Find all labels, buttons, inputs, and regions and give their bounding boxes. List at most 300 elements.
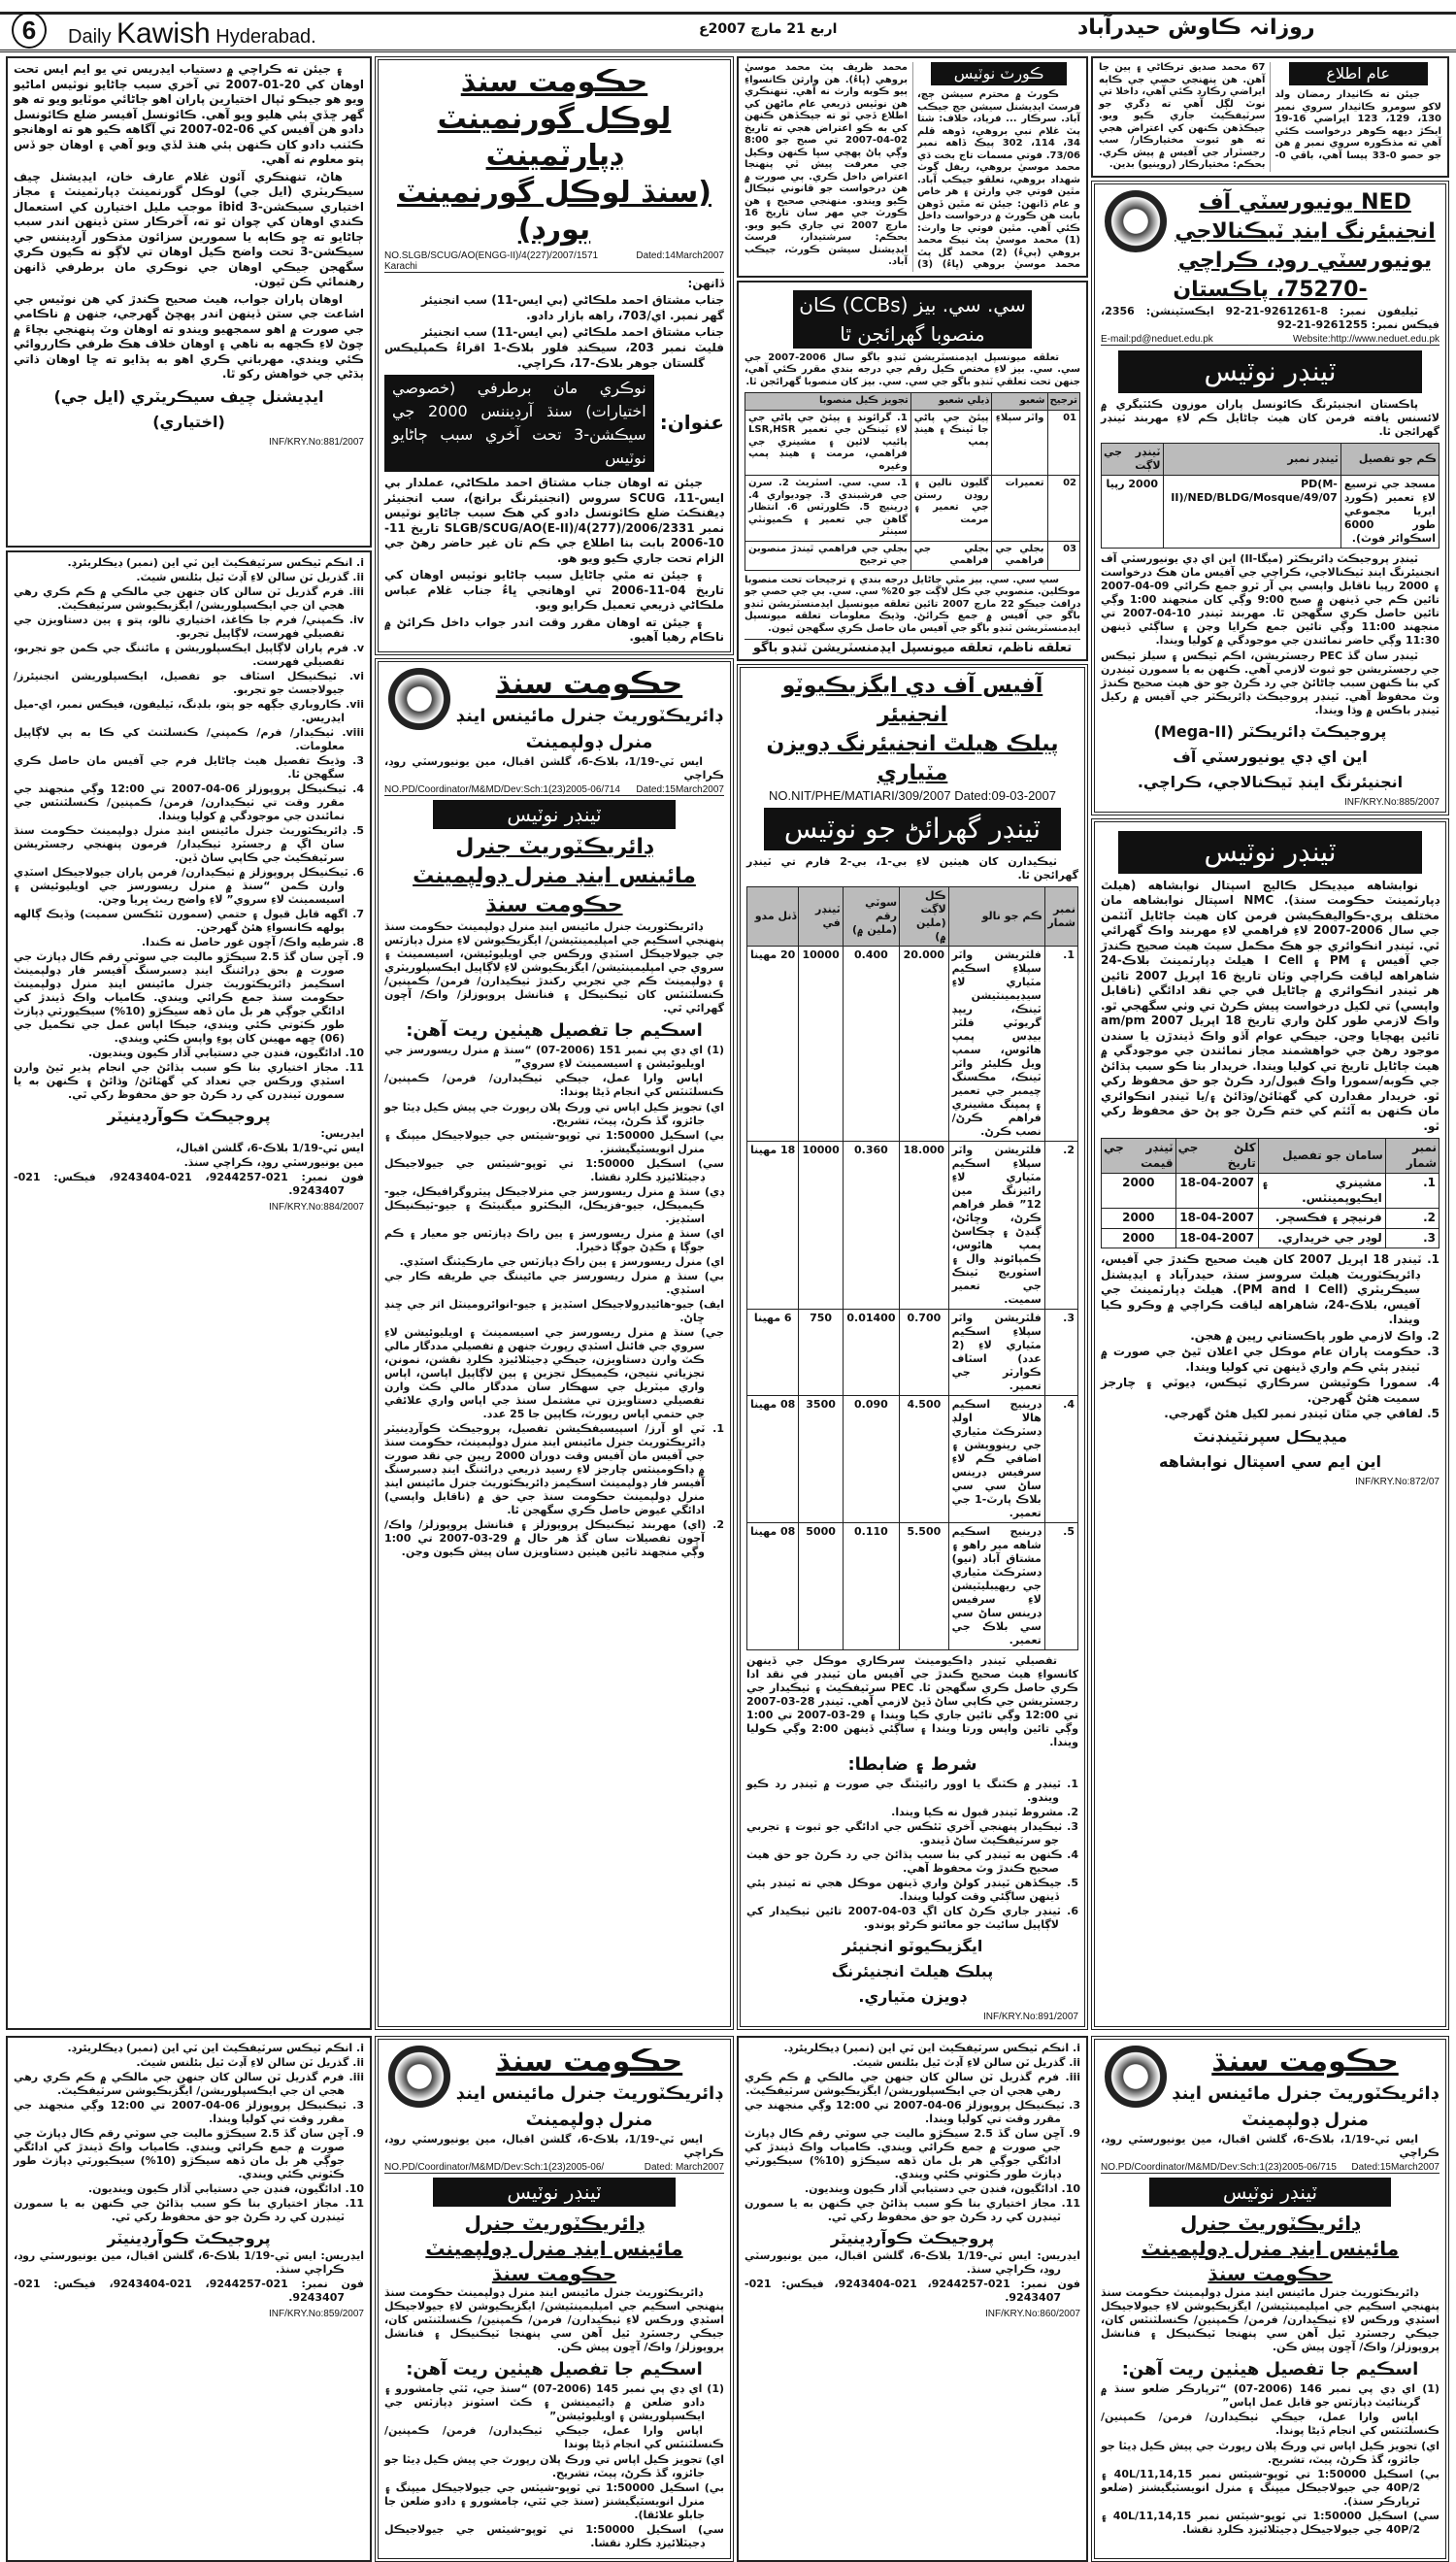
scheme-item: جي) سنڌ ۾ منرل ريسورسز جي اسيسمينٽ ۽ اويليوئيشن لاءِ سروي جي فائنل اسٽڊي رپورٽ جنهن ۾ تفصيلي مددگار مالي ڪٽ وارن دستاويزن، جيڪي ڊجيٽلائيزڊ ڪلرڊ نقشن، نمونن، تجزياتي نتيجن، ڪيميڪل تجزين ۽ ٻين لاڳاپيل اپاسن، اپاس واري ميٽريل جي سهڪار سان مددگار مالي ڪٽ وارن تفصيلي دستاويزن تي مشتمل سنڌ جي اپاس واري علائقي جي حتمي اپاس رپورٽ، ڪاپين جا 25 عدد. — [384, 1325, 724, 1420]
reference-line-number: NO.PD/Coordinator/M&MD/Dev:Sch:1(23)2005-06/ — [384, 2161, 605, 2173]
bottom-column-2 — [375, 2036, 734, 2562]
condition-item: iii. فرم گذريل ٽن سالن کان جنهن جي مالڪي ۾ ڪم ڪري رهي هجي ان جي ايڪسپلوريشن/ ايگزيڪيوشن سرٽيفڪيٽ. — [14, 585, 364, 612]
issue-date: اربع 21 مارچ 2007ع — [699, 21, 838, 37]
table-cell: 0.360 — [843, 1141, 899, 1309]
masthead-city: Hyderabad. — [215, 26, 316, 48]
phe-matiari-tender — [737, 664, 1088, 2030]
inf-ref: INF/KRY.No:859/2007 — [268, 2308, 364, 2319]
condition-item: iv. ڪمپني/ فرم جا ڪاغذ، اختياري نالو، پتو ۽ ٻين دستاويزن جي تفصيلي فهرست، لاڳاپيل تجربو. — [14, 614, 364, 640]
title-directorate: ڊائريڪٽوريٽ جنرل مائينس اينڊ منرل ڊولپمينٽ — [455, 705, 723, 752]
condition-item: 11. مجاز اختياري بنا ڪو سبب ٻڌائڻ جي ڪنهن به يا سمورن ٽينڊرن کي رد ڪرڻ جو حق محفوظ رکي ٿي. — [745, 2196, 1080, 2223]
address-line: ايڊريس: ايس ٽي-1/19 بلاڪ-6، گلشن اقبال، مين يونيورسٽي روڊ، ڪراچي سنڌ. — [745, 2248, 1080, 2276]
ccb-table — [745, 392, 1080, 571]
table-cell: 2000 — [1102, 1228, 1176, 1248]
contact-line-number: E-mail:pd@neduet.edu.pk — [1101, 333, 1213, 345]
table-cell: 2000 رپيا — [1102, 475, 1164, 548]
column-header: ٽينڊر نمبر — [1163, 443, 1340, 475]
bottom-section — [0, 2036, 1456, 2562]
subtitle-mines: مائينس اينڊ منرل ڊولپمينٽ — [413, 863, 696, 888]
table-cell: ڊرينيج اسڪيم هالا اولڊ ڊسٽرڪٽ مٽياري جي رينوويشن ۽ اضافي ڪم لاءِ سرفيس ڊرينس ساڻ سي سي بلاڪ پارٽ-1 جي تعمير. — [948, 1395, 1044, 1522]
tender-banner: ٽينڊر نوٽيس — [1149, 2178, 1391, 2207]
condition-item: i. انڪم ٽيڪس سرٽيفڪيٽ اين ٽي اين (نمبر) ڊيڪلريئرڊ. — [783, 2041, 1080, 2054]
table-cell: 0.01400 — [843, 1309, 899, 1395]
scheme-item: ايف) جيو-هائيڊرولاجيڪل اسٽڊيز ۽ جيو-انوائرومينٽل اثر جي ڇنڊ ڇاڻ. — [384, 1297, 724, 1324]
signature: اين ايم سي اسپتال نوابشاهه — [1159, 1451, 1381, 1471]
column-header: کلڻ جي تاريخ — [1175, 1139, 1258, 1174]
table-cell: گليون نالين ۽ روڊن رستن جي تعمير ۽ مرمت — [910, 476, 992, 542]
table-cell: تعميرات — [992, 476, 1047, 542]
table-cell: 18.000 — [900, 1141, 949, 1309]
title-directorate: ڊائريڪٽوريٽ جنرل مائينس اينڊ منرل ڊولپمينٽ — [455, 2082, 723, 2130]
reference-line-number: NO.PD/Coordinator/M&MD/Dev:Sch:1(23)2005-06/714 — [384, 783, 620, 795]
condition-item: 3. وڌيڪ تفصيل هيٺ ڄاڻايل فرم جي آفيس مان حاصل ڪري سگهجن ٿا. — [14, 754, 364, 781]
term-item: 5. لفافي جي مٿان ٽينڊر نمبر لکيل هئڻ گهرجي. — [1164, 1407, 1439, 1420]
condition-item: iii. فرم گذريل ٽن سالن کان جنهن جي مالڪي ۾ ڪم ڪري رهي هجي ان جي ايڪسپلوريشن/ ايگزيڪيوشن سرٽيفڪيٽ. — [14, 2070, 364, 2097]
local-government-notice — [375, 56, 734, 655]
top-section — [0, 56, 1456, 2030]
condition-item: ii. گذريل ٽن سالن لاءِ آڊٽ ٿيل بئلنس شيٽ. — [136, 571, 364, 583]
term-item: 2. مشروط ٽينڊر قبول نه ڪيا ويندا. — [891, 1805, 1078, 1818]
table-cell: فرنيچر ۽ فڪسچر. — [1258, 1209, 1385, 1229]
subtitle-mines: مائينس اينڊ منرل ڊولپمينٽ — [425, 2236, 683, 2260]
signature: اين اي ڊي يونيورسٽي آف — [1173, 747, 1368, 766]
address-line: ايس ٽي-1/19، بلاڪ-6، گلشن اقبال، مين يونيورسٽي روڊ، ڪراچي — [384, 754, 724, 782]
table-row — [1102, 1209, 1439, 1229]
column-header: تجويز ڪيل منصوبا — [745, 393, 911, 411]
table-cell: 10000 — [799, 1141, 843, 1309]
column-header: ترجيح — [1047, 393, 1079, 411]
notice-paragraph: ۽ جيئن ته اوهان مقرر وقت اندر جواب داخل ڪرائڻ ۾ ناڪام رهيا آهيو. — [384, 615, 724, 644]
column-header: ڏنل مدو — [747, 886, 799, 946]
table-cell: PD(M-II)/NED/BLDG/Mosque/49/07 — [1163, 475, 1340, 548]
scheme-item: بي) سنڌ ۾ منرل ريسورسز جي مائيننگ جي طريقه ڪار جي اسٽڊي. — [384, 1269, 724, 1296]
bottom-column-1 — [6, 2036, 372, 2562]
table-cell: 1. — [1044, 946, 1077, 1141]
court-notice-text: ڪورٽ ۾ محترم سيشن ڄڄ، فرسٽ ايڊيشنل سيشن جج جيڪب آباد. سرڪار ... فرياد، خلاف: شتا پٽ غلام نبي بروهي، ڏوهه قلم 34، 114، 302 پيڪ ڏاهه نمبر 73/06. فوتي مسمات تاج بخت ڌي محمد موسيٰ بروهي، ريفل ڳوٺ شهداد بروهي، تعلقو جيڪب آباد. مٿين فوتي جي وارثن ۽ هر خاص و عام ڏانهن: جيئن ته مٿين ڏوهن بابت هن ڪورٽ ۾ درخواست داخل ڪئي آهي. مٿين فوتي جا وارث: (1) محمد موسيٰ پٽ نيڪ محمد بروهي (پيءُ) (2) محمد گل پٽ محمد موسيٰ بروهي (ڀاءُ) (3) محمد ظريف پٽ محمد موسيٰ بروهي (ڀاءُ). هن وارثن ڪانسواءِ ٻيو ڪوبه وارث نه آهي. تنهنڪري هن نوٽيس ذريعي عام ماڻهن کي اطلاع ڏجي ٿو ته جيڪڏهن ڪنهن کي به ڪو اعتراض هجي ته تاريخ 02-04-2007 تي صبح جو 8:00 وڳي پاڻ پهچي سڀا ڪنهن وڪيل جي معرفت پيش ٿي پنهنجا اعتراض داخل ڪري. ٻي صورت ۾ هن درخواست جو قانوني نيڪال ڪيو ويندو. منهنجي صحيح ۽ هن ڪورٽ جي مهر سان تاريخ 16 مارچ 2007 تي جاري ڪيو ويو. بحڪم: سرشتيدار، فرسٽ ايڊيشنل سيشن ڪورٽ، جيڪب آباد. — [745, 62, 1081, 270]
masthead-daily: Daily — [68, 26, 112, 48]
table-cell: فلٽريشن واٽر سپلاءِ اسڪيم مٽياري لاءِ (2 عدد) اسٽاف ڪوارٽر جي تعمير. — [948, 1309, 1044, 1395]
tender-text: ڊائريڪٽوريٽ جنرل مائينس اينڊ منرل ڊولپمينٽ حڪومت سنڌ پنهنجي اسڪيم جي امپليمينٽيشن/ ايگزيڪيوشن لاءِ جيولاجيڪل اسٽڊي ورڪس لاءِ ٺيڪيدارن/ فرمن/ ڪمپنين/ ڪنسلٽنٽس کان، جيڪي رجسٽرڊ ٿيل آهن سي پنهنجا ٽيڪنيڪل ۽ فنانشل پروپوزلز/ واڪ/ آڇون پيش ڪن. — [1101, 2285, 1439, 2353]
inf-ref: INF/KRY.No:860/2007 — [984, 2308, 1080, 2319]
tender-text: اپاس وارا عمل، جيڪي ٺيڪيدارن/ فرمن/ ڪمپنين/ ڪنسلٽنٽس کي انجام ڏيڻا پوندا: — [384, 1071, 724, 1098]
table-cell: 08 مهينا — [747, 1522, 799, 1649]
court-notice-title: ڪورٽ نوٽيس — [931, 62, 1067, 85]
scheme-item: بي) اسڪيل 1:50000 تي ٽوپو-شيٽس جي جيولاجيڪل ميپنگ ۽ منرل انويسٽيگيشنز. — [384, 1128, 724, 1155]
phone-line: ٽيليفون نمبر: 8-9261261-21-92 ايڪسٽينشن: 2356، فيڪس نمبر: 9261255-21-92 — [1101, 304, 1439, 331]
address-line: ايس ٽي-1/19، بلاڪ-6، گلشن اقبال، مين يونيورسٽي روڊ، ڪراچي — [384, 2132, 724, 2159]
address-line: ايڊريس: — [320, 1127, 364, 1140]
tender-text: ڊائريڪٽوريٽ جنرل مائينس اينڊ منرل ڊولپمينٽ حڪومت سنڌ پنهنجي اسڪيم جي امپليمينٽيشن/ ايگزيڪيوشن لاءِ جيولاجيڪل اسٽڊي ورڪس لاءِ ٺيڪيدارن/ فرمن/ ڪمپنين/ ڪنسلٽنٽس کان، جيڪي رجسٽرڊ ٿيل آهن سي پنهنجا ٽيڪنيڪل ۽ فنانشل پروپوزلز/ واڪ/ آڇون پيش ڪن. — [384, 2285, 724, 2353]
article-paragraph: هاڻ، تنهنڪري آئون غلام عارف خان، ايڊيشنل چيف سيڪريٽري (ايل جي) لوڪل گورنمينٽ ڊپارٽمينٽ ۽ مجاز اختياري سيڪشن-3 ibid موجب مليل اختيارن کي استعمال ڪندي اوهان کي چوان ٿو ته، آخرڪار ستن ڏينهن اندر سبب ڄاڻايو ته ڇو ڪاٻه يا سمورين سزائون مذڪور آرڊيننس جي سيڪشن-3 تحت واضح ڪيل اوهان تي لاڳو نه ڪيون ڪري سگهجن جيڪي اوهان جي نوڪري مان برطرفي ڏانهن رهنمائي ڪن ٿيون. — [14, 169, 365, 288]
article-paragraph: ۽ جيئن ته ڪراچي ۾ دستياب ايڊريس تي يو ايم ايس تحت اوهان کي 20-01-2007 تي آخري سبب ڄاڻايو نوٽيس اماڻيو ويو هو جيڪو ٽپال اختيارين پاران اهو ڄاڻائي موٽايو ويو ته هو گهر ڇڏي ٻئي هليو ويو آهي. ڪائونسل آفيسر ضلع ڪائونسل دادو هن آفيس کي 06-02-2007 تي آگاهه ڪيو هو ته اوهانجو ڪٽنب دادو کان ڪنهن ٻئي هنڌ لڏي ويو آهي ۽ اوهان جو ڏس پتو معلوم نه آهي. — [14, 62, 364, 166]
title-division: پبلڪ هيلٿ انجنيئرنگ ڊويزن مٽياري — [766, 731, 1059, 785]
condition-item: iii. فرم گذريل ٽن سالن کان جنهن جي مالڪي ۾ ڪم ڪري رهي هجي ان جي ايڪسپلوريشن/ ايگزيڪيوشن سرٽيفڪيٽ. — [745, 2070, 1080, 2097]
mines-tender-notice-2 — [375, 2036, 734, 2562]
tender-intro: ٺيڪيدارن کان هيٺين لاءِ بي-1، بي-2 فارم تي ٽينڊر گهرائجن ٿا. — [746, 854, 1078, 882]
table-row — [745, 541, 1080, 570]
address-line: گهر نمبر. اي/703، راهه بازار دادو. — [526, 309, 724, 322]
scheme-item: 1. ٽي او آرز/ اسپيسيفڪيشن تفصيل، پروجيڪٽ ڪوآرڊينيٽر ڊائريڪٽوريٽ جنرل مائينس اينڊ منرل ڊولپمينٽ، حڪومت سنڌ جي آفيس مان آفيس وقت دوران 2000 رپين جي نقد صورت ۾ ڊاڪومينٽس چارجز لاءِ رسيد ذريعي ڊرائننگ اينڊ ڊسبرسنگ آفيسر فار ڊولپمينٽ اسڪيمز ڊائريڪٽوريٽ جنرل مائينس اينڊ منرل ڊولپمينٽ حڪومت سنڌ جي حق ۾ (ناقابل واپسي) ادائگي عيوض حاصل ڪري سگهجن ٿا. — [384, 1421, 724, 1516]
condition-item: ii. گذريل ٽن سالن لاءِ آڊٽ ٿيل بئلنس شيٽ. — [852, 2055, 1080, 2069]
tender-text: اپاس وارا عمل، جيڪي ٺيڪيدارن/ فرمن/ ڪمپنين/ ڪنسلٽنٽس کي انجام ڏيڻا پوندا. — [1101, 2410, 1439, 2437]
mines-tender-conditions — [6, 550, 372, 2030]
government-sindh-seal — [388, 668, 450, 730]
tender-table — [746, 886, 1078, 1650]
address-line: ايس ٽي-1/19، بلاڪ-6، گلشن اقبال، مين يونيورسٽي روڊ، ڪراچي — [1101, 2132, 1439, 2159]
condition-item: 7. اگهه قابل قبول ۽ حتمي (سمورن ٽئڪسن سميت) وڏيڪ ڳالهه ٻولهه ڪانسواءِ هئڻ گهرجن. — [14, 908, 364, 934]
table-header-row — [745, 393, 1080, 411]
table-cell: فلٽريشن واٽر سپلاءِ اسڪيم مٽياري لاءِ رائيزنگ مين 12” قطر فراهم ڪرڻ، وڇائڻ، ڳنڍڻ ۽ چڪاسڻ پمپ هائوس، ڪمپائونڊ وال ۽ اسٽوريج ٽينڪ جي تعمير سميت. — [948, 1141, 1044, 1309]
signature: ڊويزن مٽياري. — [858, 1986, 967, 2006]
term-item: 4. سمورا ڪوٽيشن سرڪاري ٽيڪس، ڊيوٽي ۽ چارجز سميت هئڻ گهرجن. — [1101, 1376, 1439, 1405]
table-cell: مشينري ۽ ايڪيوپمينٽس. — [1258, 1174, 1385, 1209]
signature: ايڊيشنل چيف سيڪريٽري (ايل جي) — [53, 386, 324, 406]
table-header-row — [747, 886, 1078, 946]
table-cell: 2. — [1385, 1209, 1439, 1229]
scheme-item: اي) سنڌ ۾ منرل ريسورسز ۽ ٻين راڪ ڊپازٽس جو معيار ۽ ڪم جوڳا ۽ ڪڍڻ جوڳا ذخيرا. — [384, 1226, 724, 1253]
scheme-item: بي) اسڪيل 1:50000 تي ٽوپو-شيٽس نمبر 40L/11,14,15 ۽ 40P/2 جي جيولاجيڪل ميپنگ ۽ منرل انويسٽيگيشنز (ضلعو ٿرپارڪر سنڌ). — [1101, 2467, 1439, 2508]
table-cell: 3500 — [799, 1395, 843, 1522]
subtitle-directorate: ڊائريڪٽوريٽ جنرل — [1180, 2211, 1360, 2235]
mines-tender-notice-3 — [1091, 2036, 1449, 2562]
subtitle-government: حڪومت سنڌ — [485, 892, 623, 917]
terms-heading: شرط ۽ ضابطا: — [847, 1753, 977, 1775]
scheme-item: 2. (اي) مهربند ٽيڪنيڪل پروپوزلز ۽ فنانشل پروپوزلز/ واڪ/ آڇون تفصيلات سان گڏ هر حال ۾ 29-03-2007 تي 1:00 وڳي منجهند تائين هيٺين دستاويزن سان پيش ڪيون وڃن. — [384, 1517, 724, 1558]
table-cell: فلٽريشن واٽر سپلاءِ اسڪيم مٽياري لاءِ سيڊيمينٽيشن ٽينڪ، ريپڊ گريوٽي فلٽر بيڊس پمپ هائوس، سمپ ويل ڪليئر واٽر ٽينڪ، مڪسنگ چيمبر جي تعمير ۽ پمپنگ مشينري فراهم ڪرڻ/ نصب ڪرڻ. — [948, 946, 1044, 1141]
table-cell: 6 مهينا — [747, 1309, 799, 1395]
ned-university-tender — [1091, 181, 1449, 815]
condition-item: 3. ٽيڪنيڪل پروپوزلز 06-04-2007 تي 12:00 وڳي منجهند جي مقرر وقت تي کوليا ويندا. — [745, 2098, 1081, 2125]
table-cell: 5. — [1044, 1522, 1077, 1649]
table-cell: بجلي جي فراهمي — [992, 541, 1047, 570]
signature: پروجيڪٽ ڪوآرڊينيٽر — [830, 2228, 995, 2247]
condition-item: 8. شرطيه واڪ/ آڇون غور حاصل نه ڪندا. — [141, 936, 364, 948]
reference-line-date: Dated:15March2007 — [1351, 2161, 1439, 2173]
ccb-projects-notice — [737, 281, 1088, 661]
reference-line: NO.NIT/PHE/MATIARI/309/2007 Dated:09-03-2007 — [768, 787, 1056, 803]
title-department: لوڪل گورنمينٽ ڊپارٽمينٽ — [437, 102, 672, 173]
table-cell: 03 — [1047, 541, 1079, 570]
table-cell: بجلي جي فراهمي — [910, 541, 992, 570]
table-cell: ڊرينيج اسڪيم شاهه مير راهو ۽ مشتاق آباد (نيو) ڊسٽرڪٽ مٽياري جي ريهيبليٽيشن لاءِ سرفيس ڊرينس ساڻ سي سي بلاڪ جي تعمير. — [948, 1522, 1044, 1649]
tender-banner: ٽينڊر نوٽيس — [1118, 831, 1422, 874]
subject-label: عنوان: — [659, 411, 724, 435]
table-cell: 18 مهينا — [747, 1141, 799, 1309]
table-row — [745, 410, 1080, 476]
scheme-item: ڊي) سنڌ ۾ منرل ريسورسز جي منرلاجيڪل پيٽروگرافيڪل، جيو-ڪيميڪل، جيو-فزيڪل، اليڪٽرو ميگنيٽڪ ۽ جيو-ٽيڪنيڪل اسٽڊيز. — [384, 1184, 724, 1225]
condition-item: i. انڪم ٽيڪس سرٽيفڪيٽ اين ٽي اين (نمبر) ڊيڪلريئرڊ. — [67, 2041, 364, 2054]
reference-line-number: NO.PD/Coordinator/M&MD/Dev:Sch:1(23)2005-06/715 — [1101, 2161, 1337, 2173]
scheme-item: سي) اسڪيل 1:50000 تي ٽوپو-شيٽس جي جيولاجيڪل ڊجيٽلائيزڊ ڪلرڊ نقشا. — [384, 2522, 724, 2549]
table-cell: بجلي جي فراهمي ٿيندڙ منصوبن جي ترجيح — [745, 541, 911, 570]
tender-text: ٽينڊر سان گڏ PEC رجسٽريشن، اڪم ٽيڪس ۽ سيلز ٽيڪس جي رجسٽريشن جو ثبوت لازمي آهي. ڪنهن به يا سمورن ٽينڊرن کي بنا ڪنهن سبب ڄاڻائڻ جي رد ڪرڻ جو حق هيٺ صحيح ڪندڙ وٽ محفوظ آهي. ٽينڊر پروجيڪٽ ڊائريڪٽر جي آفيس ۾ رکيل ٽينڊر باڪس ۾ وڌا ويندا. — [1101, 649, 1439, 716]
column-header: ڪل لاڳت (ملين ۾) — [900, 886, 949, 946]
table-cell: 1. سي. سي. اسٽريٽ 2. سرن جي فرشبندي 3. چوديواري 4. ڊرينيج 5. ڪلورٽس 6. انتظار گاهن جي تعمير ۽ ڪميونٽي سينٽر — [745, 476, 911, 542]
table-row — [1102, 1228, 1439, 1248]
table-cell: 01 — [1047, 410, 1079, 476]
scheme-item: اي) تجويز ڪيل اپاس تي ورڪ پلان رپورٽ جي پيش ڪيل ڊيٽا جو جائزو، گڏ ڪرڻ، پيٽ، تشريح. — [1101, 2439, 1439, 2466]
address-line: مين يونيورسٽي روڊ، ڪراچي سنڌ. — [183, 1156, 364, 1169]
masthead-rule — [0, 12, 1456, 15]
condition-item: 11. مجاز اختياري بنا ڪو سبب ٻڌائڻ جي ڪنهن به يا سمورن ٽينڊرن کي رد ڪرڻ جو حق محفوظ رکي ٿي. — [14, 2196, 364, 2223]
signature: انجنيئرنگ اينڊ ٽيڪنالاجي، ڪراچي. — [1137, 772, 1404, 791]
condition-item: ii. گذريل ٽن سالن لاءِ آڊٽ ٿيل بئلنس شيٽ. — [136, 2055, 364, 2069]
notice-paragraph: ۽ جيئن ته مٿي ڄاڻايل سبب ڄاڻايو نوٽيس اوهان کي تاريخ 04-11-2006 تي اوهانجي ڀاءُ جناب غلام عباس ملڪاڻي ذريعي تعميل ڪرايو ويو. — [384, 568, 724, 612]
table-cell: لوڊر جي خريداري. — [1258, 1228, 1385, 1248]
title-government-sindh: حڪومت سنڌ — [460, 65, 648, 99]
article-paragraph: اوهان پاران جواب، هيٺ صحيح ڪندڙ کي هن نوٽيس جي اشاعت جي ستن ڏينهن اندر پهچڻ گهرجي، جنهن ۾ ناڪامي جي صورت ۾ اهو سمجهيو ويندو ته اوهان وٽ پنهنجي بچاءَ ۾ چوڻ لاءِ ڪجهه به ناهي ۽ اوهان خلاف هڪ طرفي ڪارروائي ڪئي ويندي. مهرباني ڪري اهو به ٻڌايو ته ڇا اوهان ذاتي ٻڌڻي جي خواهش رکو ٿا. — [14, 291, 364, 381]
reference-line — [384, 250, 724, 273]
condition-item: 6. ٽيڪنيڪل پروپوزلز ۾ ٺيڪيدارن/ فرمن پاران جيولاجيڪل اسٽڊي وارن ڪمن “سنڌ ۾ منرل ريسورسز جي اويليوئيشن ۽ اسيسمينٽ لاءِ سروي” لاءِ واضح ريٽ ڀريا وڃن. — [14, 866, 364, 906]
address-line: ايڊريس: ايس ٽي-1/19 بلاڪ-6، گلشن اقبال، مين يونيورسٽي روڊ، ڪراچي سنڌ. — [14, 2248, 364, 2276]
signature: پروجيڪٽ ڪوآرڊينيٽر — [107, 1107, 271, 1125]
inf-ref: INF/KRY.No:881/2007 — [268, 436, 364, 448]
government-sindh-seal — [1105, 2046, 1167, 2108]
term-item: 2. واڪ لازمي طور پاڪستاني رپين ۾ هجن. — [1190, 1328, 1439, 1343]
subtitle-government: حڪومت سنڌ — [491, 2261, 617, 2285]
column-header: ڪم جو نالو — [948, 886, 1044, 946]
term-item: 4. ڪنهن به ٽينڊر کي بنا سبب ٻڌائڻ جي رد ڪرڻ جو حق هيٺ صحيح ڪندڙ وٽ محفوظ آهي. — [746, 1847, 1078, 1875]
nmc-hospital-tender — [1091, 818, 1449, 2030]
table-cell: 18-04-2007 — [1175, 1209, 1258, 1229]
address-line: ڏانهن: — [687, 277, 724, 290]
tender-text: اپاس وارا عمل، جيڪي ٺيڪيدارن/ فرمن/ ڪمپنين/ ڪنسلٽنٽس کي انجام ڏيڻا پوندا — [384, 2423, 724, 2450]
column-header: نمبر شمار — [1385, 1139, 1439, 1174]
table-cell: 0.700 — [900, 1309, 949, 1395]
column-header: ٽينڊر في — [799, 886, 843, 946]
term-item: 6. ٽينڊر جاري ڪرڻ کان اڳ 03-04-2007 تائين ٺيڪيدار کي لاڳاپيل سائيٽ جو معائنو ڪرڻو پوندو. — [746, 1904, 1079, 1931]
page-number: 6 — [12, 12, 47, 49]
reference-line — [384, 784, 724, 796]
table-cell: 750 — [799, 1309, 843, 1395]
masthead-kawish: Kawish — [116, 17, 211, 50]
condition-item: 4. ٽيڪنيڪل پروپوزلز 06-04-2007 تي 12:00 وڳي منجهند جي مقرر وقت تي ٺيڪيدارن/ فرمن/ ڪمپنين/ ڪنسلٽنٽس جي نمائندن جي موجودگي ۾ کوليا ويندا. — [14, 782, 365, 822]
condition-item: v. فرم پاران لاڳاپيل ايڪسپلوريشن ۽ مائننگ جي ڪمن جو تجربو، تفصيلي فهرست. — [14, 642, 364, 668]
reference-line-date: Dated:14March2007 — [636, 250, 724, 261]
table-cell: 20.000 — [900, 946, 949, 1141]
masthead-english — [68, 17, 316, 50]
inf-ref: INF/KRY.No:872/07 — [1355, 1476, 1439, 1487]
tender-banner: ٽينڊر گهرائڻ جو نوٽيس — [764, 808, 1061, 850]
column-2 — [375, 56, 734, 2030]
table-row — [1102, 1174, 1439, 1209]
column-3 — [737, 56, 1088, 2030]
scheme-item: (1) اي ڊي پي نمبر 151 (2006-07) “سنڌ ۾ منرل ريسورسز جي اويليوئيشن ۽ اسيسمينٽ لاءِ سروي” — [384, 1043, 725, 1070]
condition-item: viii. ٺيڪيدار/ فرم/ ڪمپني/ ڪنسلٽنٽ کي ڪا به ٻي لاڳاپيل معلومات. — [14, 726, 364, 752]
table-cell: 4. — [1044, 1395, 1077, 1522]
mines-tender-conditions-3 — [737, 2036, 1088, 2562]
title-board: (سنڌ لوڪل گورنمينٽ بورڊ) — [397, 176, 711, 247]
signature: ميڊيڪل سپرنٽينڊنٽ — [1193, 1426, 1347, 1446]
bottom-column-3 — [737, 2036, 1088, 2562]
column-4 — [1091, 56, 1449, 2030]
table-cell: 4.500 — [900, 1395, 949, 1522]
condition-item: 10. ادائگيون، فنڊن جي دستيابي آڌار ڪيون وينديون. — [804, 2181, 1080, 2195]
masthead-sindhi: روزانہ ڪاوش حيدرآباد — [1077, 16, 1315, 40]
condition-item: 9. آڇن سان گڏ 2.5 سيڪڙو ماليت جي سوٽي رقم ڪال ڊپازٽ جي صورت ۾ بحق ڊرائننگ اينڊ ڊسبرسنگ آفيسر فار ڊولپمينٽ اسڪيمز ڊائريڪٽوريٽ جنرل مائينس اينڊ منرل ڊولپمينٽ حڪومت سنڌ جمع ڪرائي ويندي. ڪامياب واڪ ڏيندڙ کي ادائگي جوڳي هر بل مان ڏهه سيڪڙو (10%) سيڪيورٽي ڊپازٽ طور ڪٽوتي ڪئي ويندي، جيڪا اپاس عمل جي تڪميل جي (06) ڇهه مهينن کان پوءِ واپس ڪئي ويندي. — [14, 950, 364, 1045]
table-row — [747, 1141, 1078, 1309]
table-row — [747, 1395, 1078, 1522]
condition-item: 3. ٽيڪنيڪل پروپوزلز 06-04-2007 تي 12:00 وڳي منجهند جي مقرر وقت تي کوليا ويندا. — [14, 2098, 365, 2125]
table-cell: واٽر سپلاءِ — [992, 410, 1047, 476]
table-cell: مسجد جي ترسيع لاءِ تعمير (ڪورڊ ايريا مجموعي طور 6000 اسڪوائر فوٽ). — [1340, 475, 1439, 548]
notice-paragraph: جيئن ته اوهان جناب مشتاق احمد ملڪاڻي، عملدار بي ايس-11، SCUG سروس (انجنيئرنگ برانچ)، سب انجنيئر ڊيفنڪٽ ضلع ڪائونسل دادو کي هڪ سبب ڄاڻايو نوٽيس نمبر SLGB/SCUG/AO(E-II)/4(277)/2006/2331 تاريخ 11-10-2006 بابت بنا اطلاع جي ڪم تان غير حاضر رهڻ جي الزام تحت جاري ڪيو ويو هو. — [384, 476, 724, 565]
title-university: NED يونيورسٽي آف انجنيئرنگ اينڊ ٽيڪنالاجي — [1175, 189, 1436, 244]
table-row — [745, 476, 1080, 542]
column-1 — [6, 56, 372, 2030]
ccb-text: سڀ سي. سي. بيز مٿي ڄاڻايل درجه بندي ۽ ترجيحات تحت منصوبا موڪلين. منصوبي جي ڪل لاڳت جو 20% سي. سي. بي جي حصي جو ڊرافٽ جيڪو 22 مارچ 2007 تائين تعلقه ميونسپل ايڊمنسٽريشن ٽنڊو باگو جي آفيس ۾ جمع ڪرائڻ. وڌيڪ معلومات تعلقه ميونسپل ايڊمنسٽريشن ٽنڊو باگو جي آفيس مان حاصل ڪري سگهجن ٿيون. — [745, 574, 1081, 634]
column-header: سوٽي رقم (ملين ۾) — [843, 886, 899, 946]
table-row — [747, 946, 1078, 1141]
address-line: جناب مشتاق احمد ملڪاڻي (بي ايس-11) سب انجنيئر — [420, 324, 724, 339]
address-line: فون نمبر: 021-9244257، 021-9243404، فيڪس: 021-9243407. — [745, 2277, 1080, 2304]
items-table — [1101, 1138, 1439, 1248]
table-cell: 18-04-2007 — [1175, 1228, 1258, 1248]
signature: پروجيڪٽ ڊائريڪٽر (Mega-II) — [1153, 721, 1387, 741]
masthead — [0, 0, 1456, 52]
condition-item: 10. ادائگيون، فنڊن جي دستيابي آڌار ڪيون وينديون. — [87, 1047, 364, 1059]
public-notice — [1091, 56, 1449, 178]
address-line: جناب مشتاق احمد ملڪاڻي (بي ايس-11) سب انجنيئر — [420, 292, 724, 307]
column-header: شعبو — [992, 393, 1047, 411]
ned-university-logo — [1105, 190, 1167, 252]
scheme-item: اي) تجويز ڪيل اپاس تي ورڪ پلان رپورٽ جي پيش ڪيل ڊيٽا جو جائزو، گڏ ڪرڻ، پيٽ، تشريح. — [384, 2452, 724, 2479]
condition-item: 9. آڇن سان گڏ 2.5 سيڪڙو ماليت جي سوٽي رقم ڪال ڊپازٽ جي صورت ۾ جمع ڪرائي ويندي. ڪامياب واڪ ڏيندڙ کي ادائگي جوڳي هر بل مان ڏهه سيڪڙو (10%) سيڪيورٽي ڊپازٽ طور ڪٽوتي ڪئي ويندي. — [14, 2126, 364, 2180]
scheme-item: بي) اسڪيل 1:50000 تي ٽوپو-شيٽس جي جيولاجيڪل ميپنگ ۽ منرل انويسٽيگيشنز (سنڌ جي ٿٽي، ڄامشورو ۽ دادو ضلعن جا جابلو علائقا). — [384, 2480, 724, 2521]
mines-tender-notice — [375, 658, 734, 2030]
signature: پروجيڪٽ ڪوآرڊينيٽر — [107, 2228, 271, 2247]
title-address: يونيورسٽي روڊ، ڪراچي -75270، پاڪستان — [1173, 248, 1433, 302]
subject — [384, 375, 724, 472]
public-notice-title: عام اطلاع — [1289, 62, 1429, 85]
title-government-sindh: حڪومت سنڌ — [495, 666, 683, 701]
table-cell: 0.110 — [843, 1522, 899, 1649]
condition-item: 9. آڇن سان گڏ 2.5 سيڪڙو ماليت جي سوٽي رقم ڪال ڊپازٽ جي صورت ۾ جمع ڪرائي ويندي. ڪامياب واڪ ڏيندڙ کي ادائگي جوڳي هر بل مان ڏهه سيڪڙو (10%) سيڪيورٽي ڊپازٽ طور ڪٽوتي ڪئي ويندي. — [745, 2126, 1081, 2180]
scheme-heading: اسڪيم جا تفصيل هيٺين ريت آهن: — [1121, 2358, 1419, 2379]
government-sindh-seal — [388, 2046, 450, 2108]
term-item: 1. ٽينڊر ۾ ڪٽنگ يا اوور رائيٽنگ جي صورت ۾ ٽينڊر رد ڪيو ويندو. — [746, 1777, 1078, 1804]
table-cell: 1. گرائونڊ ۽ پيئڻ جي پاڻي جي لاءِ ٽينڪن جي تعمير LSR,HSR پائيپ لائين ۽ مشينري جي فراهمي، مرمت ۽ هينڊ پمپ وغيره — [745, 410, 911, 476]
column-header: سامان جو تفصيل — [1258, 1139, 1385, 1174]
condition-item: i. انڪم ٽيڪس سرٽيفڪيٽ اين ٽي اين (نمبر) ڊيڪلريئرڊ. — [67, 556, 364, 569]
bottom-column-4 — [1091, 2036, 1449, 2562]
term-item: 5. جيڪڏهن ٽينڊر کولڻ واري ڏينهن موڪل هجي ته ٽينڊر ٻئي ڏينهن ساڳئي وقت کوليا ويندا. — [746, 1876, 1078, 1903]
scheme-item: سي) اسڪيل 1:50000 تي ٽوپو-شيٽس نمبر 40L/11,14,15 ۽ 40P/2 جي جيولاجيڪل ڊجيٽلائيزڊ ڪلرڊ نقشا. — [1101, 2509, 1439, 2536]
contact-line — [1101, 334, 1439, 346]
reference-line-date: Dated: March2007 — [644, 2161, 724, 2173]
table-cell: 10000 — [799, 946, 843, 1141]
reference-line-number: NO.SLGB/SCUG/AO(ENGG-II)/4(227)/2007/1571 Karachi — [384, 250, 599, 272]
tender-banner: ٽينڊر نوٽيس — [1118, 350, 1422, 393]
scheme-item: اي) تجويز ڪيل اپاس تي ورڪ پلان رپورٽ جي پيش ڪيل ڊيٽا جو جائزو، گڏ ڪرڻ، پيٽ، تشريح. — [384, 1100, 724, 1127]
address-line: فون نمبر: 021-9244257، 021-9243404، فيڪس: 021-9243407. — [14, 2277, 364, 2304]
column-header: ٽينڊر جي قيمت — [1102, 1139, 1176, 1174]
subject-text: نوڪري مان برطرفي (خصوصي اختيارات) سنڌ آرڊيننس 2000 جي سيڪشن-3 تحت آخري سبب ڄاڻايو نوٽيس — [384, 375, 654, 472]
table-cell: 3. — [1044, 1309, 1077, 1395]
ccb-intro: تعلقه ميونسپل ايڊمنسٽريشن ٽنڊو باگو سال 2006-2007 جي سي. سي. بيز لاءِ مختص ڪيل رقم جي درجه بندي مقرر ڪئي آهي، جنهن تحت تعلقي ٽنڊو باگو جي سي. سي. بيز کان منصوبا گهرائجن ٿا. — [745, 351, 1080, 387]
contact-line-date: Website:http://www.neduet.edu.pk — [1292, 333, 1439, 345]
tender-table — [1101, 443, 1439, 549]
table-row — [747, 1309, 1078, 1395]
address-line: فليٽ نمبر 203، سيڪنڊ فلور بلاڪ-1 اقراءُ ڪمپليڪس گلستان جوهر بلاڪ-17، ڪراچي. — [384, 341, 724, 370]
column-header: ٽينڊر جي لاڳت — [1102, 443, 1164, 475]
table-cell: 2000 — [1102, 1209, 1176, 1229]
signature: ايگزيڪيوٽو انجنيئر — [842, 1936, 983, 1955]
table-cell: 08 مهينا — [747, 1395, 799, 1522]
tender-banner: ٽينڊر نوٽيس — [433, 2178, 676, 2207]
table-cell: 1. — [1385, 1174, 1439, 1209]
table-header-row — [1102, 443, 1439, 475]
table-cell: 2000 — [1102, 1174, 1176, 1209]
scheme-heading: اسڪيم جا تفصيل هيٺين ريت آهن: — [406, 1019, 703, 1041]
table-row — [747, 1522, 1078, 1649]
tender-text: ٽينڊر پروجيڪٽ ڊائريڪٽر (ميگا-II) اين اي ڊي يونيورسٽي آف انجنيئرنگ اينڊ ٽيڪنالاجي، ڪراچي جي آفيس مان هڪ درخواست ۽ 2000 رپيا ناقابل واپسي پي آر ٿرو جمع ڪرائي 09-04-2007 تائين ڪم جي ڏينهن ۾ صبح 9:00 وڳي کان منجهند 1:00 وڳي تائين حاصل ڪري سگهجن ٿا. مهربند ٽينڊر 10-04-2007 تي منجهند 11:00 وڳي تائين جمع ڪرايا وڃن ۽ ساڳئي ڏينهن 11:30 وڳي حاضر نمائندن جي موجودگي ۾ کوليا ويندا. — [1101, 551, 1439, 647]
tender-intro: پاڪستان انجنيئرنگ ڪائونسل پاران موزون ڪئٽيگري ۾ لائسنس يافته فرمن کان هيٺ ڄاڻايل ڪم لاءِ مهربند ٽينڊر گهرائجن ٿا. — [1101, 397, 1439, 438]
column-header: ڪم جو تفصيل — [1340, 443, 1439, 475]
reference-line-date: Dated:15March2007 — [636, 783, 724, 795]
scheme-heading: اسڪيم جا تفصيل هيٺين ريت آهن: — [406, 2358, 703, 2379]
table-cell: پيئڻ جي پاڻي جا ٽينڪ ۽ هينڊ پمپ — [910, 410, 992, 476]
condition-item: 5. ڊائريڪٽوريٽ جنرل مائينس اينڊ منرل ڊولپمينٽ حڪومت سنڌ سان اڳ ۾ رجسٽرڊ ٺيڪيدار/ فرمون پنهنجي رجسٽريشن سرٽيفڪيٽ جي ڪاپي ساڻ ڏين. — [14, 824, 364, 864]
title-government-sindh: حڪومت سنڌ — [1211, 2044, 1399, 2079]
condition-item: vii. ڪاروباري جڳهه جو پتو، بلڊنگ، ٽيليفون، فيڪس نمبر، اي-ميل ايڊريس. — [14, 698, 364, 724]
condition-item: 11. مجاز اختياري بنا ڪو سبب ٻڌائڻ جي انجام پذير ٿيڻ وارن اسٽڊي ورڪس جي تعداد کي گهٽائڻ/ وڌائڻ ۽ ڪنهن به يا سمورن ٽينڊرن کي رد ڪرڻ جو حق محفوظ رکي ٿي. — [14, 1061, 364, 1101]
court-notice — [737, 56, 1088, 278]
table-cell: 5.500 — [900, 1522, 949, 1649]
term-item: 3. حڪومت پاران عام موڪل جي اعلان ٿيڻ جي صورت ۾ ٽينڊر ٻئي ڪم واري ڏينهن تي کوليا ويندا. — [1101, 1345, 1439, 1374]
column-header: ذيلي شعبو — [910, 393, 992, 411]
table-cell: 3. — [1385, 1228, 1439, 1248]
address-line: فون نمبر: 021-9244257، 021-9243404، فيڪس: 021-9243407. — [14, 1171, 364, 1197]
condition-item: 10. ادائگيون، فنڊن جي دستيابي آڌار ڪيون وينديون. — [87, 2181, 364, 2195]
condition-item: vi. ٽيڪنيڪل اسٽاف جو تفصيل، ايڪسپلوريشن انجنيئرز/ جيولاجسٽ جو تجربو. — [14, 670, 364, 696]
title-government-sindh: حڪومت سنڌ — [495, 2044, 683, 2079]
subtitle-government: حڪومت سنڌ — [1208, 2261, 1333, 2285]
title-directorate: ڊائريڪٽوريٽ جنرل مائينس اينڊ منرل ڊولپمينٽ — [1172, 2082, 1439, 2130]
address-line: ايس ٽي-1/19 بلاڪ-6، گلشن اقبال، — [176, 1142, 364, 1154]
title-office: آفيس آف دي ايگزيڪيوٽو انجنيئر — [781, 673, 1043, 727]
inf-ref: INF/KRY.No:885/2007 — [1343, 796, 1439, 808]
table-cell: 20 مهينا — [747, 946, 799, 1141]
inf-ref: INF/KRY.No:891/2007 — [982, 2011, 1078, 2022]
subtitle-directorate: ڊائريڪٽوريٽ جنرل — [455, 834, 653, 859]
subtitle-mines: مائينس اينڊ منرل ڊولپمينٽ — [1141, 2236, 1400, 2260]
ccb-signature: تعلقه ناظم، تعلقه ميونسپل ايڊمنسٽريشن ٽنڊو باگو — [745, 639, 1080, 655]
subtitle-directorate: ڊائريڪٽوريٽ جنرل — [464, 2211, 645, 2235]
table-cell: 2. — [1044, 1141, 1077, 1309]
ccb-title: سي. سي. بيز (CCBs) ڪان منصوبا گهرائجن ٿا — [793, 290, 1032, 349]
scheme-item: (1) اي ڊي پي نمبر 145 (2006-07) “سنڌ جي، ٿٽي ڄامشورو ۽ دادو ضلعن ۾ ڊائيمينشن ۽ ڪٽ اسٽونز ڊپازٽس جي ايڪسپلوريشن ۽ اويليوئيشن” — [384, 2381, 725, 2422]
tender-text: ڊائريڪٽوريٽ جنرل مائينس اينڊ منرل ڊولپمينٽ حڪومت سنڌ پنهنجي اسڪيم جي امپليمينٽيشن/ ايگزيڪيوشن لاءِ منرل ڊپازٽس جي جيولاجيڪل اسٽڊي ورڪس جي اويليوئيشن، اسيسمينٽ ۽ سروي جي امپليمينٽيشن/ ايگزيڪيوشن لاءِ لاڳاپيل ايڪسپلوريٽري ۽ ڊولپمينٽ ڪم جي تجربي رکندڙ ٺيڪيدارن/ فرمن/ ڪمپنين/ ڪنسلٽنٽس کان ٽيڪنيڪل ۽ فنانشل پروپوزلز/ واڪ/ آڇون گهرائي ٿي. — [384, 919, 724, 1015]
public-notice-text: جيئن ته ڪاٺيدار رمضان ولد لاکو سومرو ڪاٺيدار سروي نمبر 130، 129، 123 ايراضي 16-19 ايڪڙ ديهه ڪوهر درخواست ڪئي آهي ته مذڪوره سروي نمبر ۾ هن جو حصو 0-33 پيسا آهي، باقي 0-67 محمد صديق ترڪاڻي ۽ ٻين جا آهن. هن پنهنجي حصي جي ڪاٻه ايراضي رڪارڊ ڪئي آهي، داخلا تي نوٽ لڳل آهي ته ڊگري جو سرٽيفڪيٽ جاري ڪيو ويو. جيڪڏهن ڪنهن کي اعتراض هجي ته هو ثبوت مختيارڪار/ سب رجسٽرار جي آفيس ۾ پيش ڪري. بحڪم: مختيارڪار (روينيو) بدين. — [1099, 62, 1442, 170]
signature: (اختياري) — [152, 412, 225, 431]
table-row — [1102, 475, 1439, 548]
table-cell: 5000 — [799, 1522, 843, 1649]
scheme-item: سي) اسڪيل 1:50000 تي ٽوپو-شيٽس جي جيولاجيڪل ڊجيٽلائيزڊ ڪلرڊ نقشا. — [384, 1156, 724, 1183]
tender-banner: ٽينڊر نوٽيس — [433, 800, 676, 829]
inf-ref: INF/KRY.No:884/2007 — [268, 1202, 364, 1213]
table-cell: 0.400 — [843, 946, 899, 1141]
mines-tender-conditions-2 — [6, 2036, 372, 2562]
scheme-item: اي) منرل ريسورسز ۽ ٻين راڪ ڊپازٽس جي مارڪيٽنگ اسٽڊي. — [399, 1254, 724, 1268]
table-header-row — [1102, 1139, 1439, 1174]
column-header: نمبر شمار — [1044, 886, 1077, 946]
term-item: 3. ٺيڪيدار پنهنجي آخري ٽئڪس جي ادائگي جو ثبوت ۽ تجربي جو سرٽيفڪيٽ ساڻ ڏيندو. — [746, 1819, 1078, 1847]
term-item: 1. ٽينڊر 18 اپريل 2007 کان هيٺ صحيح ڪندڙ جي آفيس، ڊائريڪٽوريٽ هيلٿ سروسز سنڌ، حيدرآباد ۽ ايڊيشنل سيڪريٽري (PM and I Cell). هيلٿ ڊپارٽمينٽ جي آفيس، بلاڪ-24، شاهراهه لياقت ڪراچي ۾ وڪرو ڪيا ويندا. — [1101, 1252, 1439, 1326]
table-cell: 18-04-2007 — [1175, 1174, 1258, 1209]
table-cell: 0.090 — [843, 1395, 899, 1522]
table-cell: 02 — [1047, 476, 1079, 542]
